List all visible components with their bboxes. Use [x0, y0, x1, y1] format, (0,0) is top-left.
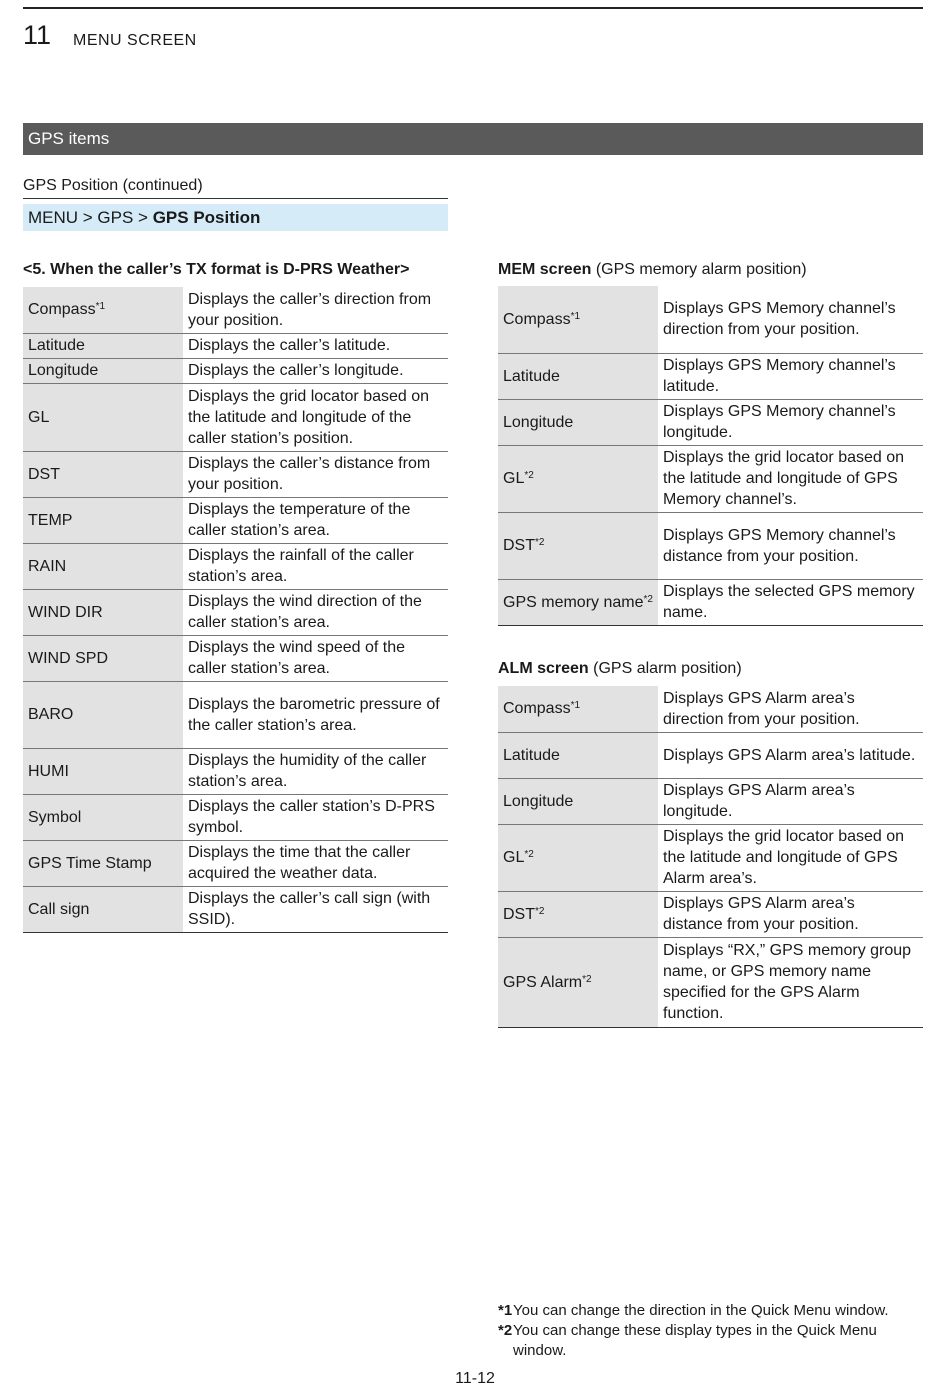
row-key-cell [23, 451, 183, 497]
footnote-ref: *2 [524, 849, 534, 860]
row-description: Displays GPS Alarm area’s distance from your position. [658, 891, 923, 937]
table-row [23, 358, 448, 383]
subsection-rule [23, 198, 448, 199]
row-key-cell [498, 937, 658, 1027]
footnote-ref: *2 [524, 470, 534, 481]
row-key: TEMP [28, 511, 73, 529]
footnote-2 [498, 1321, 877, 1341]
row-key-cell [23, 333, 183, 358]
left-table-title: <5. When the caller’s TX format is D-PRS Weather> [23, 261, 410, 278]
row-key-cell [498, 399, 658, 445]
alm-title-rest: (GPS alarm position) [588, 660, 742, 677]
row-key-cell [498, 778, 658, 824]
row-key-cell [23, 681, 183, 748]
subsection-title: GPS Position (continued) [23, 177, 203, 194]
footnote-mark: *1 [498, 1302, 513, 1319]
footnote-ref: *1 [95, 301, 106, 313]
table-row [498, 824, 923, 891]
row-description: Displays the wind speed of the caller station’s area. [183, 635, 448, 681]
footnote-ref: *2 [535, 905, 545, 917]
row-key: DST [28, 465, 60, 483]
row-key-cell [23, 840, 183, 886]
row-key: WIND SPD [28, 649, 108, 667]
table-row [23, 635, 448, 681]
header-rule [23, 7, 923, 9]
table-row [498, 891, 923, 937]
row-description: Displays “RX,” GPS memory group name, or GPS memory name specified for the GPS Alarm function. [658, 937, 923, 1027]
footnote-text: You can change these display types in the Quick Menu [513, 1322, 877, 1339]
row-description: Displays GPS Memory channel’s longitude. [658, 399, 923, 445]
table-row [498, 686, 923, 732]
row-key: GL [28, 408, 50, 426]
row-description: Displays GPS Alarm area’s direction from your position. [658, 686, 923, 732]
footnote-ref: *1 [570, 700, 581, 712]
footnote-ref: *2 [643, 593, 653, 605]
row-key: DST [503, 905, 535, 923]
table-row [498, 399, 923, 445]
table-row [23, 589, 448, 635]
row-description: Displays GPS Alarm area’s longitude. [658, 778, 923, 824]
row-key: RAIN [28, 557, 67, 575]
row-key-cell [498, 686, 658, 732]
table-row [498, 353, 923, 399]
table-row [498, 732, 923, 778]
row-key-cell [498, 512, 658, 579]
row-key-cell [498, 579, 658, 625]
row-key: Longitude [28, 362, 99, 379]
table-row [23, 333, 448, 358]
row-description: Displays the selected GPS memory name. [658, 579, 923, 625]
table-row [498, 579, 923, 625]
row-key: DST [503, 537, 535, 554]
table-row [23, 497, 448, 543]
table-row [23, 681, 448, 748]
row-description: Displays the caller’s distance from your position. [183, 451, 448, 497]
row-description: Displays the caller’s call sign (with SSID). [183, 886, 448, 932]
row-key: Longitude [503, 413, 574, 431]
alm-table-title [498, 660, 742, 678]
table-row [23, 543, 448, 589]
row-key: Compass [503, 700, 571, 718]
table-row [498, 778, 923, 824]
footnote-2-continued: window. [513, 1342, 567, 1359]
row-key: GPS memory name [503, 593, 644, 611]
table-row [23, 287, 448, 333]
mem-spec-table [498, 286, 923, 626]
footnote-1 [498, 1301, 889, 1321]
row-description: Displays the caller’s longitude. [183, 358, 448, 383]
row-description: Displays the grid locator based on the latitude and longitude of the caller station’s position. [183, 383, 448, 451]
row-key: GPS Time Stamp [28, 854, 152, 872]
row-key-cell [23, 635, 183, 681]
menu-path [23, 204, 448, 231]
row-description: Displays the wind direction of the caller station’s area. [183, 589, 448, 635]
row-description: Displays the caller’s direction from your position. [183, 287, 448, 333]
row-key: Latitude [503, 367, 560, 385]
left-spec-table [23, 287, 448, 933]
table-row [23, 886, 448, 932]
row-key-cell [23, 543, 183, 589]
row-key: GL [503, 849, 525, 866]
alm-title-bold: ALM screen [498, 660, 589, 677]
row-key: BARO [28, 706, 74, 723]
mem-title-rest: (GPS memory alarm position) [591, 261, 807, 278]
row-key-cell [498, 286, 658, 353]
row-key-cell [498, 824, 658, 891]
row-description: Displays the caller’s latitude. [183, 333, 448, 358]
row-key: HUMI [28, 762, 69, 780]
row-key: GPS Alarm [503, 973, 583, 991]
mem-table-title [498, 261, 807, 279]
table-row [23, 748, 448, 794]
row-description: Displays the time that the caller acquired the weather data. [183, 840, 448, 886]
alm-spec-table [498, 686, 923, 1028]
row-key-cell [23, 358, 183, 383]
row-key-cell [23, 794, 183, 840]
table-row [23, 840, 448, 886]
row-key: Latitude [503, 746, 560, 764]
row-key-cell [23, 886, 183, 932]
row-description: Displays GPS Memory channel’s distance from your position. [658, 512, 923, 579]
footnote-mark: *2 [498, 1322, 513, 1339]
menu-path-prefix: MENU > GPS > [28, 208, 153, 227]
row-key-cell [23, 748, 183, 794]
page-number: 11-12 [455, 1370, 495, 1387]
row-key: Longitude [503, 792, 574, 810]
row-key-cell [498, 891, 658, 937]
table-row [23, 794, 448, 840]
row-description: Displays GPS Memory channel’s latitude. [658, 353, 923, 399]
row-description: Displays GPS Memory channel’s direction from your position. [658, 286, 923, 353]
row-key: Latitude [28, 337, 85, 354]
row-description: Displays the barometric pressure of the caller station’s area. [183, 681, 448, 748]
row-description: Displays the humidity of the caller station’s area. [183, 748, 448, 794]
row-description: Displays the grid locator based on the latitude and longitude of GPS Memory channel’s. [658, 445, 923, 512]
footnote-ref: *2 [582, 973, 592, 985]
row-key-cell [23, 589, 183, 635]
mem-title-bold: MEM screen [498, 261, 592, 278]
row-key: Call sign [28, 900, 90, 918]
row-description: Displays the temperature of the caller station’s area. [183, 497, 448, 543]
row-key-cell [498, 353, 658, 399]
row-key: Compass [28, 301, 96, 319]
table-row [23, 383, 448, 451]
section-title: GPS items [23, 123, 923, 155]
row-key-cell [23, 383, 183, 451]
row-key-cell [23, 497, 183, 543]
menu-path-current: GPS Position [152, 208, 261, 227]
row-key: GL [503, 470, 525, 487]
table-row [498, 937, 923, 1027]
row-key-cell [498, 445, 658, 512]
chapter-number: 11 [23, 20, 52, 50]
table-row [498, 286, 923, 353]
row-key: Compass [503, 310, 571, 328]
row-description: Displays GPS Alarm area’s latitude. [658, 732, 923, 778]
row-key-cell [498, 732, 658, 778]
row-key: Symbol [28, 808, 82, 826]
row-key-cell [23, 287, 183, 333]
table-row [23, 451, 448, 497]
chapter-title: MENU SCREEN [73, 32, 197, 49]
footnote-ref: *1 [570, 310, 581, 322]
row-description: Displays the rainfall of the caller station’s area. [183, 543, 448, 589]
row-key: WIND DIR [28, 603, 103, 621]
footnote-text: You can change the direction in the Quick Menu window. [513, 1302, 889, 1319]
row-description: Displays the caller station’s D-PRS symbol. [183, 794, 448, 840]
row-description: Displays the grid locator based on the latitude and longitude of GPS Alarm area’s. [658, 824, 923, 891]
table-row [498, 512, 923, 579]
footnote-ref: *2 [535, 537, 545, 548]
table-row [498, 445, 923, 512]
